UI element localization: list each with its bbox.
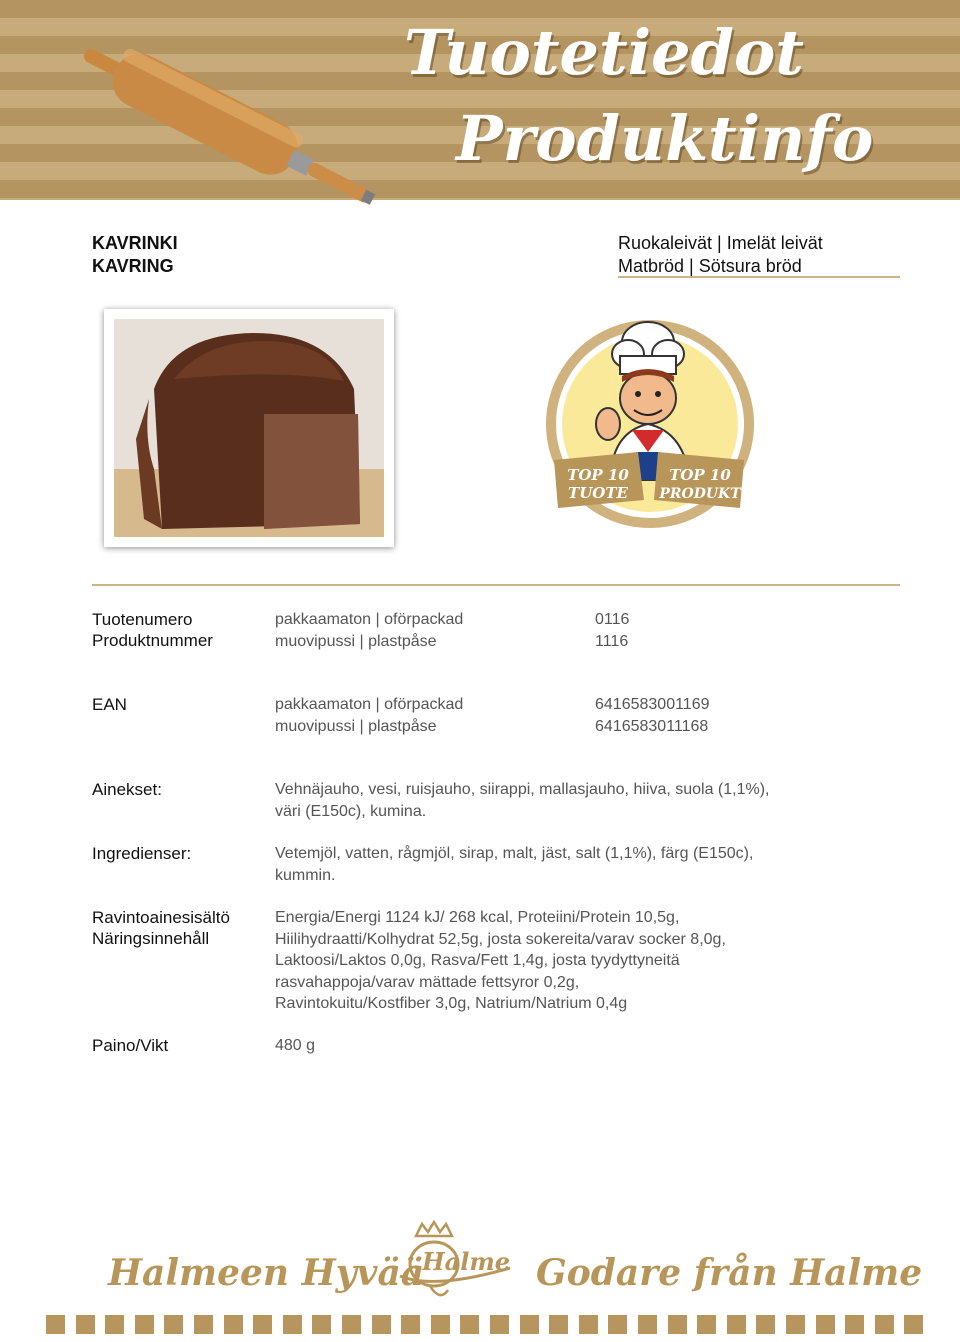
ingredients-label-fi: Ainekset:: [92, 780, 162, 799]
page-title-sv: Produktinfo: [456, 102, 874, 175]
ingredients-fi-line2: väri (E150c), kumina.: [275, 802, 427, 820]
ean-packaging-bag: muovipussi | plastpåse: [275, 717, 437, 735]
ean-bag: 6416583011168: [595, 717, 709, 735]
category-fi: Ruokaleivät | Imelät leivät: [618, 233, 823, 253]
nutrition-values: [275, 907, 835, 1015]
footer-square: [904, 1315, 923, 1334]
packaging-unpacked: pakkaamaton | oförpackad: [275, 611, 464, 628]
halme-logo: [394, 1220, 514, 1306]
product-number-label-sv: Produktnummer: [92, 631, 213, 650]
ean-label: EAN: [92, 695, 127, 714]
weight-value: 480 g: [275, 1037, 316, 1054]
footer-square-row: [46, 1315, 926, 1337]
product-number-label-fi: Tuotenumero: [92, 610, 193, 629]
nutrition-label: [92, 907, 230, 949]
ingredients-label-sv: Ingredienser:: [92, 844, 192, 863]
page-title-fi: Tuotetiedot: [404, 16, 804, 89]
product-number-values: [595, 609, 629, 652]
footer-square: [105, 1315, 124, 1334]
badge-text-sv-2: PRODUKT: [659, 486, 741, 502]
footer-square: [312, 1315, 331, 1334]
footer-square: [253, 1315, 272, 1334]
footer-square: [638, 1315, 657, 1334]
footer-square: [224, 1315, 243, 1334]
ingredients-sv-line1: Vetemjöl, vatten, rågmjöl, sirap, malt, jäst, salt (1,1%), färg (E150c),: [275, 845, 754, 862]
nutrition-line1: Energia/Energi 1124 kJ/ 268 kcal, Proteiini/Protein 10,5g,: [275, 909, 680, 926]
product-photo-frame: [104, 309, 394, 547]
badge-text-fi-2: TUOTE: [568, 484, 628, 502]
nutrition-label-sv: Näringsinnehåll: [92, 929, 210, 948]
footer-square: [756, 1315, 775, 1334]
product-number-label: [92, 609, 213, 651]
packaging-bag: muovipussi | plastpåse: [275, 632, 437, 650]
footer-square: [460, 1315, 479, 1334]
footer-square: [46, 1315, 65, 1334]
product-number-bag: 1116: [595, 632, 629, 650]
ingredients-sv: [275, 843, 835, 886]
footer-square: [135, 1315, 154, 1334]
footer-square: [608, 1315, 627, 1334]
ean-values: [595, 694, 710, 737]
footer-square: [490, 1315, 509, 1334]
product-name-fi: KAVRINKI: [92, 233, 178, 253]
footer-square: [549, 1315, 568, 1334]
bread-photo: [114, 319, 384, 537]
section-divider: [92, 584, 900, 586]
footer-square: [76, 1315, 95, 1334]
nutrition-line2: Hiilihydraatti/Kolhydrat 52,5g, josta sokereita/varav socker 8,0g,: [275, 930, 726, 948]
footer-square: [875, 1315, 894, 1334]
product-name-sv: KAVRING: [92, 256, 174, 276]
footer-square: [164, 1315, 183, 1334]
weight-label: Paino/Vikt: [92, 1036, 169, 1055]
footer-square: [579, 1315, 598, 1334]
footer-square: [372, 1315, 391, 1334]
product-category: [618, 232, 823, 278]
footer-square: [283, 1315, 302, 1334]
logo-text: Halme: [421, 1247, 511, 1276]
footer-square: [431, 1315, 450, 1334]
footer-square: [342, 1315, 361, 1334]
footer-square: [401, 1315, 420, 1334]
badge-text-fi-1: TOP 10: [567, 466, 629, 484]
top10-badge: [540, 312, 760, 540]
nutrition-line3: Laktoosi/Laktos 0,0g, Rasva/Fett 1,4g, josta tyydyttyneitä: [275, 952, 680, 969]
product-number-unpacked: 0116: [595, 611, 630, 628]
badge-text-sv-1: TOP 10: [669, 466, 731, 484]
footer-square: [786, 1315, 805, 1334]
footer-square: [668, 1315, 687, 1334]
slogan-sv: Godare från Halme: [536, 1252, 923, 1294]
rolling-pin-image: [60, 40, 390, 220]
footer-square: [816, 1315, 835, 1334]
category-underline: [618, 276, 900, 278]
slogan-fi: Halmeen Hyvää: [108, 1252, 425, 1294]
ingredients-fi: [275, 779, 835, 822]
footer-square: [194, 1315, 213, 1334]
footer-square: [520, 1315, 539, 1334]
ingredients-fi-line1: Vehnäjauho, vesi, ruisjauho, siirappi, mallasjauho, hiiva, suola (1,1%),: [275, 781, 770, 798]
category-sv: Matbröd | Sötsura bröd: [618, 256, 802, 276]
ean-packaging-unpacked: pakkaamaton | oförpackad: [275, 696, 464, 713]
footer-square: [697, 1315, 716, 1334]
product-number-packaging: [275, 609, 463, 652]
product-name: [92, 232, 178, 278]
nutrition-line5: Ravintokuitu/Kostfiber 3,0g, Natrium/Natrium 0,4g: [275, 995, 628, 1012]
ean-unpacked: 6416583001169: [595, 696, 710, 713]
nutrition-line4: rasvahappoja/varav mättade fettsyror 0,2g,: [275, 973, 580, 991]
nutrition-label-fi: Ravintoainesisältö: [92, 908, 230, 927]
ingredients-sv-line2: kummin.: [275, 866, 336, 884]
ean-packaging: [275, 694, 463, 737]
footer-square: [845, 1315, 864, 1334]
footer-square: [727, 1315, 746, 1334]
